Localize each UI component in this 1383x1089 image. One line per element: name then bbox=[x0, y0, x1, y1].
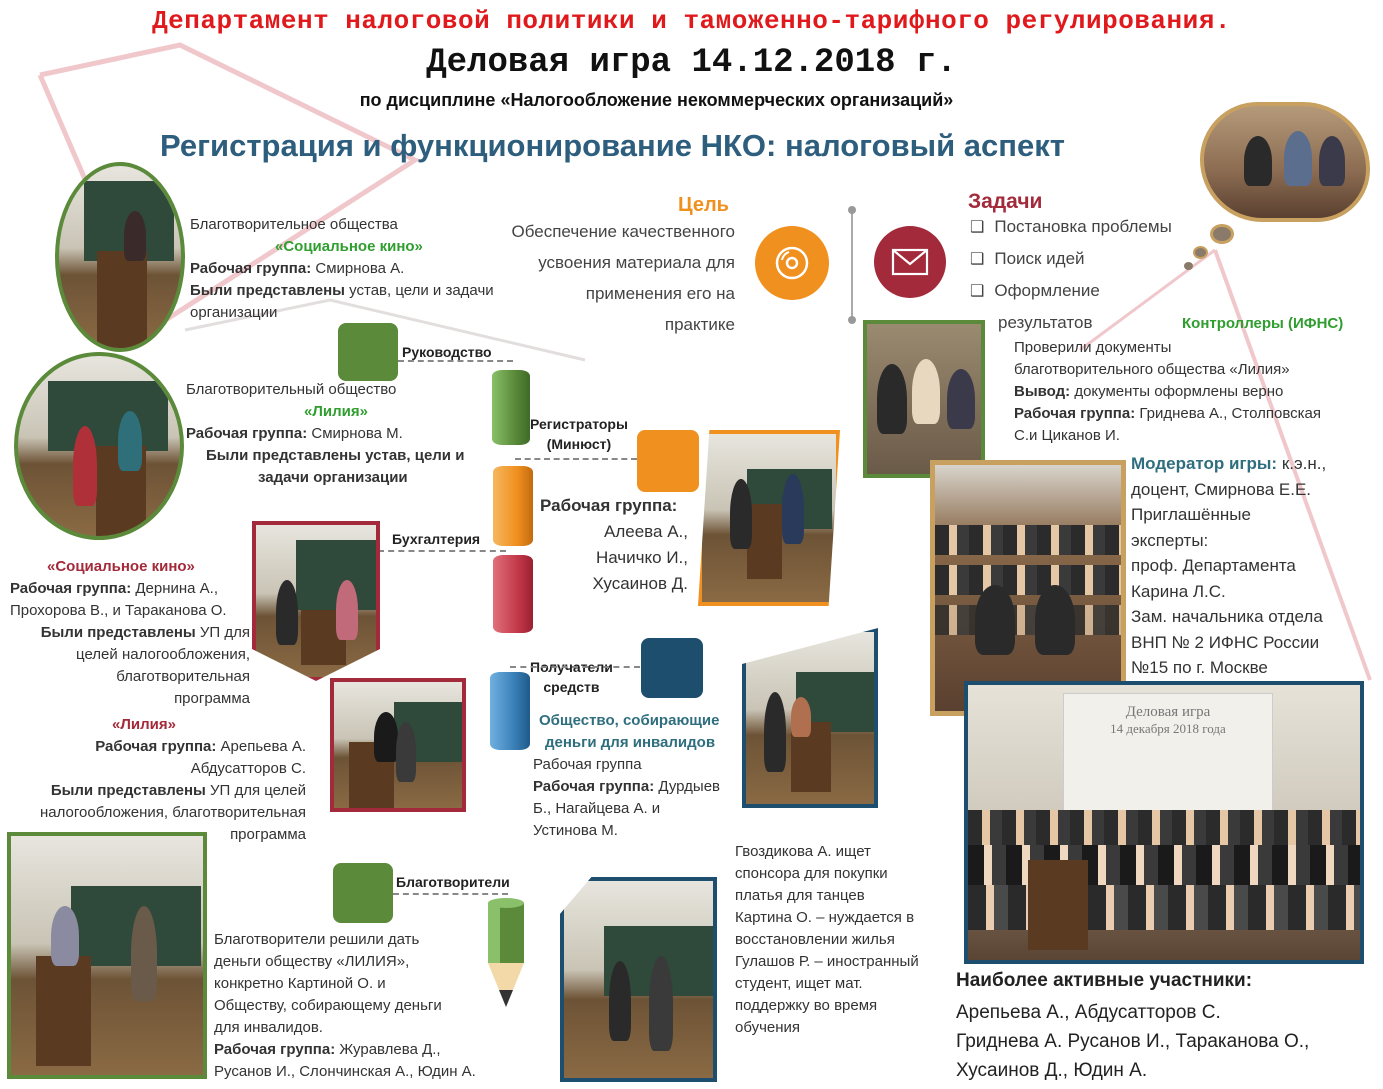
social-cinema-l1: Благотворительное общества bbox=[190, 216, 398, 233]
controllers-wg: Рабочая группа: Гриднева А., Столповская bbox=[1014, 405, 1321, 422]
accounting-sc-l2: Прохорова В., и Тараканова О. bbox=[10, 602, 227, 619]
accounting-sc-pres: Были представлены УП для bbox=[40, 624, 250, 641]
sponsor-l7: студент, ищет мат. bbox=[735, 975, 863, 992]
moderator-l6: Зам. начальника отдела bbox=[1131, 607, 1323, 626]
recipients-org-l2: деньги для инвалидов bbox=[545, 734, 716, 751]
lilia-pres-l2: задачи организации bbox=[258, 469, 408, 486]
social-cinema-pres: Были представлены устав, цели и задачи bbox=[190, 282, 494, 299]
social-cinema-pres2: организации bbox=[190, 304, 278, 321]
sponsor-l2: спонсора для покупки bbox=[735, 865, 888, 882]
accounting-sc-l4: целей налогообложения, bbox=[76, 646, 250, 663]
photo-accounting-lilia bbox=[330, 678, 466, 812]
social-cinema-block bbox=[190, 214, 494, 324]
leadership-square bbox=[338, 323, 398, 381]
recipients-l3: Б., Нагайцева А. и bbox=[533, 800, 661, 817]
registrars-name-1: Алеева А., bbox=[604, 522, 688, 541]
accounting-cylinder bbox=[493, 555, 533, 633]
accounting-sc-block bbox=[0, 556, 250, 710]
recipients-org-l1: Общество, собирающие bbox=[539, 712, 720, 729]
leadership-connector bbox=[398, 360, 513, 362]
accounting-sc-wg: Рабочая группа: Дернина А., bbox=[10, 580, 218, 597]
sponsor-l9: обучения bbox=[735, 1019, 801, 1036]
leadership-label: Руководство bbox=[402, 344, 492, 360]
sponsor-l4: Картина О. – нуждается в bbox=[735, 909, 915, 926]
department-title: Департамент налоговой политики и таможенно-тарифного регулирования. bbox=[152, 6, 1231, 36]
recipients-cylinder bbox=[490, 672, 530, 750]
discipline-line: по дисциплине «Налогообложение некоммерческих организаций» bbox=[359, 90, 954, 110]
registrars-cylinder bbox=[493, 466, 533, 546]
recipients-l1: Получатели bbox=[530, 659, 613, 675]
task-item-3: ❑ Оформление bbox=[970, 275, 1172, 307]
goal-line-3: применения его на bbox=[585, 284, 735, 303]
goal-line-1: Обеспечение качественного bbox=[511, 222, 735, 241]
photo-group bbox=[964, 681, 1364, 964]
charity-l5: для инвалидов. bbox=[214, 1019, 323, 1036]
registrars-square bbox=[637, 430, 699, 492]
accounting-label: Бухгалтерия bbox=[392, 531, 481, 547]
accounting-lilia-name: «Лилия» bbox=[112, 716, 176, 733]
active-list bbox=[956, 998, 1309, 1085]
group-photo-screen-l1: Деловая игра bbox=[1125, 704, 1211, 720]
charity-l3: конкретно Картиной О. и bbox=[214, 975, 386, 992]
registrars-name-3: Хусаинов Д. bbox=[592, 574, 688, 593]
sponsor-block bbox=[735, 841, 919, 1039]
accounting-lilia-l2: Абдусатторов С. bbox=[190, 760, 306, 777]
registrars-wg bbox=[540, 493, 688, 597]
moderator-l4: проф. Департамента bbox=[1131, 556, 1296, 575]
controllers-l2: благотворительного общества «Лилия» bbox=[1014, 361, 1290, 378]
social-cinema-wg: Рабочая группа: Смирнова А. bbox=[190, 260, 405, 277]
moderator-l3: эксперты: bbox=[1131, 530, 1209, 550]
task-item-2: ❑ Поиск идей bbox=[970, 243, 1172, 275]
charity-l2: деньги обществу «ЛИЛИЯ», bbox=[214, 953, 410, 970]
accounting-lilia-l4: налогообложения, благотворительная bbox=[40, 804, 306, 821]
charity-square bbox=[333, 863, 393, 923]
charity-wg: Рабочая группа: Журавлева Д., bbox=[214, 1041, 441, 1058]
sponsor-l8: поддержку во время bbox=[735, 997, 878, 1014]
social-cinema-name: «Социальное кино» bbox=[275, 238, 423, 255]
goal-line-2: усвоения материала для bbox=[538, 253, 735, 272]
charity-l1: Благотворители решили дать bbox=[214, 931, 420, 948]
charity-l4: Обществу, собирающему деньги bbox=[214, 997, 442, 1014]
compact-disc-icon bbox=[755, 226, 829, 300]
accounting-lilia-pres: Были представлены УП для целей bbox=[50, 782, 306, 799]
controllers-l5: С.и Циканов И. bbox=[1014, 427, 1120, 444]
task-item-1: ❑ Постановка проблемы bbox=[970, 211, 1172, 243]
lilia-l1: Благотворительный общество bbox=[186, 381, 397, 398]
moderator-head: Модератор игры: к.э.н., bbox=[1131, 454, 1327, 473]
tasks-title: Задачи bbox=[968, 190, 1043, 213]
photo-charity-pentagon bbox=[560, 877, 717, 1082]
controllers-l1: Проверили документы bbox=[1014, 339, 1172, 356]
accounting-connector bbox=[378, 550, 506, 552]
pencil-icon bbox=[485, 895, 527, 1015]
registrars-wg-label: Рабочая группа: bbox=[540, 496, 678, 515]
charity-block bbox=[214, 929, 476, 1083]
accounting-sc-name: «Социальное кино» bbox=[47, 558, 195, 575]
photo-registrars bbox=[698, 430, 840, 606]
goal-line-4: практике bbox=[664, 315, 735, 334]
photo-accounting-pentagon bbox=[252, 521, 380, 681]
moderator-l1: доцент, Смирнова Е.Е. bbox=[1131, 479, 1312, 499]
moderator-l7: ВНП № 2 ИФНС России bbox=[1131, 632, 1320, 652]
moderator-l8: №15 по г. Москве bbox=[1131, 658, 1268, 677]
subtitle: Регистрация и функционирование НКО: налоговый аспект bbox=[160, 128, 1065, 163]
lilia-wg: Рабочая группа: Смирнова М. bbox=[186, 425, 403, 442]
photo-controllers bbox=[863, 320, 985, 478]
lilia-pres-l1: Были представлены устав, цели и bbox=[206, 447, 465, 464]
photo-moderator bbox=[930, 460, 1126, 716]
controllers-title: Контроллеры (ИФНС) bbox=[1182, 315, 1344, 332]
active-l3: Хусаинов Д., Юдин А. bbox=[956, 1060, 1148, 1081]
thought-cloud-icon bbox=[1200, 102, 1370, 222]
charity-label: Благотворители bbox=[396, 874, 510, 890]
active-l1: Арепьева А., Абдусатторов С. bbox=[956, 1002, 1221, 1023]
accounting-sc-l5: благотворительная bbox=[116, 668, 250, 685]
registrars-l1: Регистраторы bbox=[530, 416, 628, 432]
registrars-label bbox=[530, 414, 628, 454]
cloud-bubble-1 bbox=[1210, 224, 1234, 244]
moderator-block bbox=[1131, 451, 1326, 681]
recipients-l4: Устинова М. bbox=[533, 822, 618, 839]
cloud-bubble-2 bbox=[1193, 246, 1208, 259]
recipients-connector bbox=[510, 666, 640, 668]
registrars-name-2: Начичко И., bbox=[595, 548, 688, 567]
task-item-4: результатов bbox=[998, 313, 1093, 332]
recipients-block bbox=[533, 710, 720, 842]
leadership-cylinder bbox=[492, 370, 530, 445]
registrars-connector bbox=[515, 458, 637, 460]
accounting-lilia-block bbox=[0, 714, 306, 846]
accounting-sc-l6: программа bbox=[174, 690, 250, 707]
cloud-bubble-3 bbox=[1184, 262, 1193, 270]
sponsor-l5: восстановлении жилья bbox=[735, 931, 895, 948]
recipients-l2: средств bbox=[543, 679, 600, 695]
registrars-l2: (Минюст) bbox=[546, 436, 612, 452]
recipients-l1-text: Рабочая группа bbox=[533, 756, 642, 773]
recipients-wg: Рабочая группа: Дурдыев bbox=[533, 778, 721, 795]
sponsor-l6: Гулашов Р. – иностранный bbox=[735, 953, 919, 970]
moderator-l5: Карина Л.С. bbox=[1131, 581, 1226, 601]
lilia-name: «Лилия» bbox=[304, 403, 368, 420]
active-title: Наиболее активные участники: bbox=[956, 970, 1253, 991]
game-title: Деловая игра 14.12.2018 г. bbox=[426, 44, 957, 82]
envelope-icon bbox=[874, 226, 946, 298]
tasks-list bbox=[970, 211, 1172, 338]
accounting-lilia-l5: программа bbox=[230, 826, 306, 843]
controllers-out: Вывод: документы оформлены верно bbox=[1014, 383, 1284, 400]
photo-social-cinema-oval bbox=[55, 162, 185, 352]
goal-title: Цель bbox=[678, 194, 729, 216]
active-l2: Гриднева А. Русанов И., Тараканова О., bbox=[956, 1031, 1310, 1052]
photo-charity-left bbox=[7, 832, 207, 1079]
controllers-block bbox=[1014, 337, 1321, 447]
group-photo-screen-l2: 14 декабря 2018 года bbox=[1110, 721, 1226, 736]
sponsor-l3: платья для танцев bbox=[735, 887, 865, 904]
charity-l7: Русанов И., Слончинская А., Юдин А. bbox=[214, 1063, 476, 1080]
recipients-label bbox=[530, 657, 613, 697]
recipients-square bbox=[641, 638, 703, 698]
accounting-lilia-wg: Рабочая группа: Арепьева А. bbox=[95, 738, 306, 755]
photo-lilia-oval bbox=[14, 352, 184, 540]
sponsor-l1: Гвоздикова А. ищет bbox=[735, 843, 871, 860]
moderator-l2: Приглашённые bbox=[1131, 505, 1251, 524]
lilia-block bbox=[186, 379, 464, 489]
goal-text bbox=[470, 216, 735, 340]
